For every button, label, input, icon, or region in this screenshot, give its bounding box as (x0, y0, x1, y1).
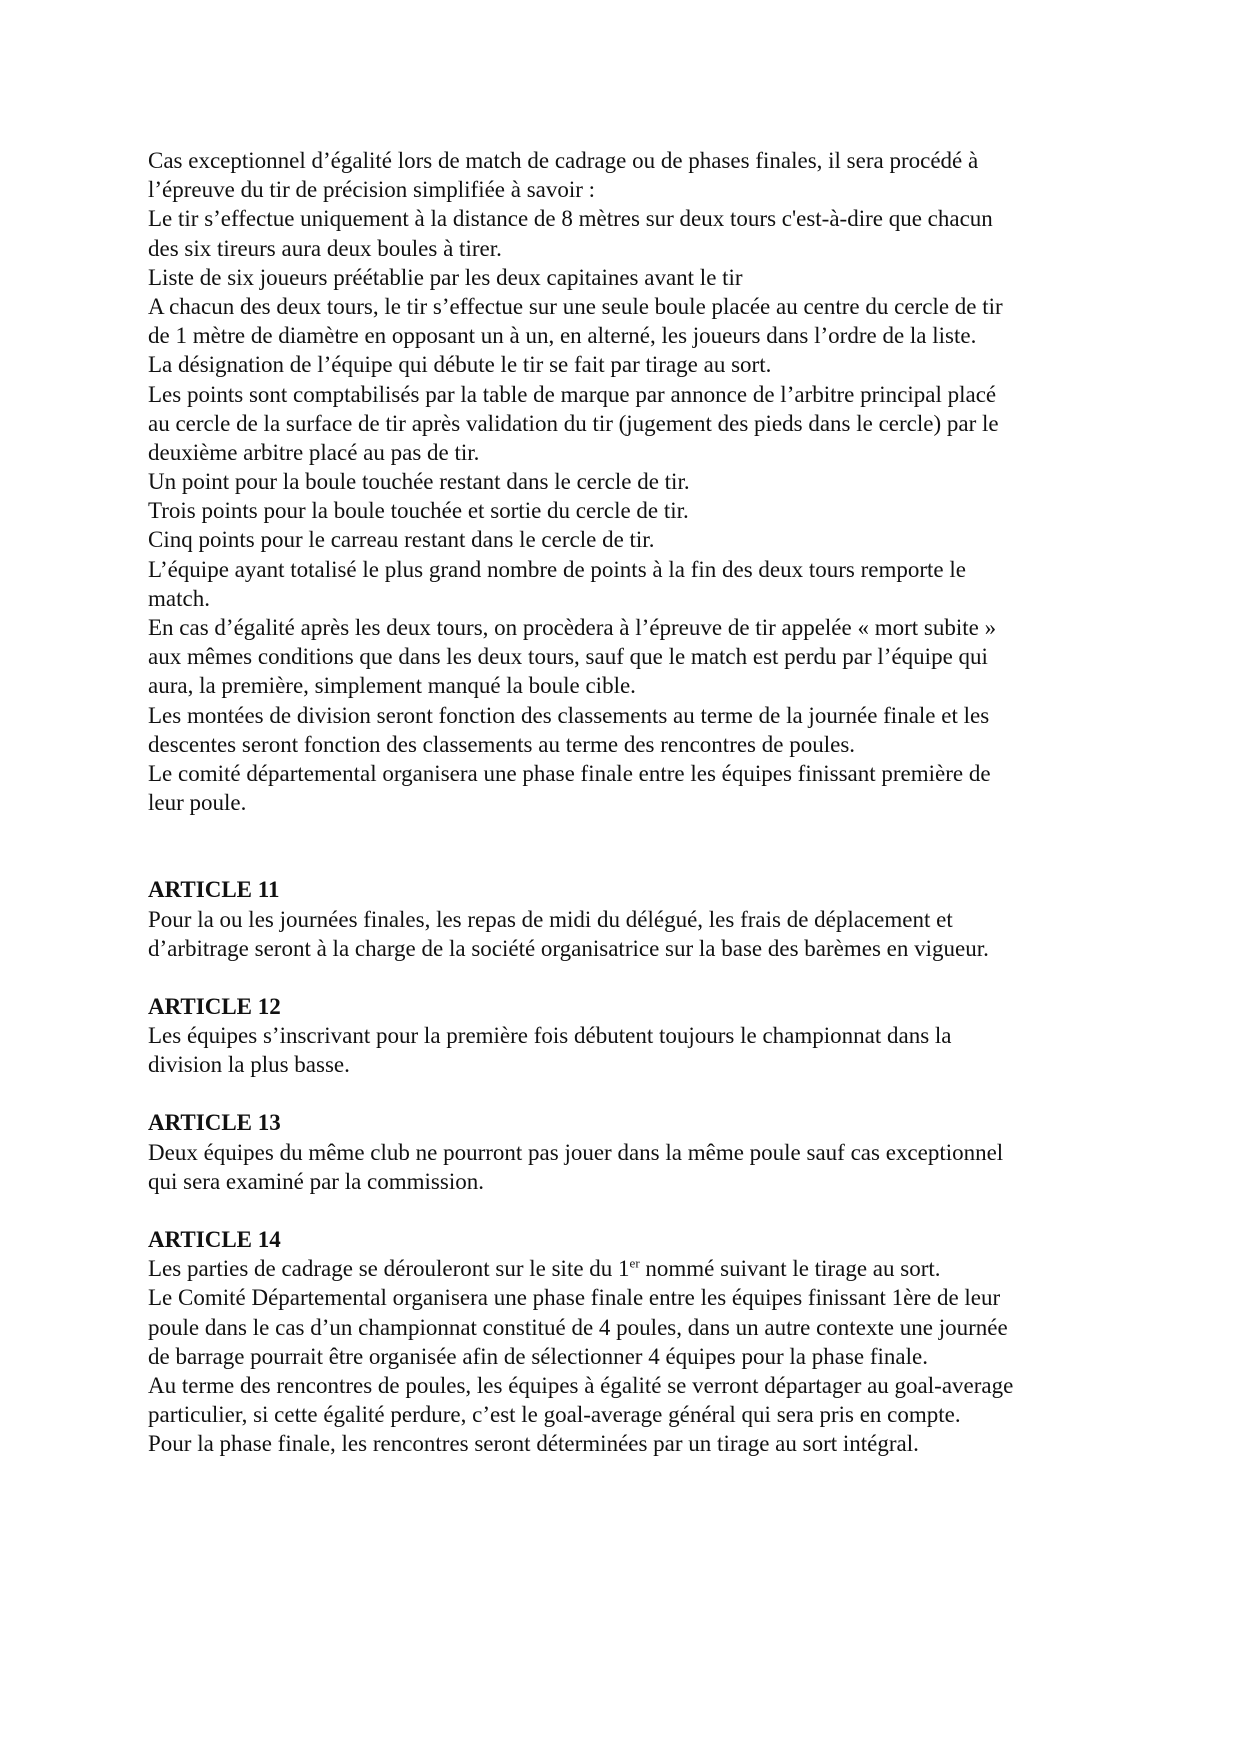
intro-line: L’équipe ayant totalisé le plus grand nombre de points à la fin des deux tours remporte le (148, 556, 966, 582)
section-spacer (148, 1196, 1108, 1225)
intro-line: Le tir s’effectue uniquement à la distance de 8 mètres sur deux tours c'est-à-dire que chacun (148, 206, 993, 232)
intro-line: Les montées de division seront fonction des classements au terme de la journée finale et les (148, 702, 990, 728)
article-12-title: ARTICLE 12 (148, 993, 281, 1019)
article-14-line: de barrage pourrait être organisée afin de sélectionner 4 équipes pour la phase finale. (148, 1343, 928, 1369)
article-13 (148, 1108, 1108, 1196)
intro-line: de 1 mètre de diamètre en opposant un à un, en alterné, les joueurs dans l’ordre de la liste. (148, 323, 977, 349)
intro-line: des six tireurs aura deux boules à tirer. (148, 235, 502, 261)
article-14-line: poule dans le cas d’un championnat constitué de 4 poules, dans un autre contexte une journée (148, 1314, 1008, 1340)
intro-section (148, 146, 1108, 817)
ordinal-superscript: er (629, 1255, 640, 1271)
article-11-line: Pour la ou les journées finales, les repas de midi du délégué, les frais de déplacement et (148, 906, 953, 932)
intro-line: descentes seront fonction des classements au terme des rencontres de poules. (148, 731, 856, 757)
intro-line: au cercle de la surface de tir après validation du tir (jugement des pieds dans le cercle) par le (148, 410, 999, 436)
intro-line: Cas exceptionnel d’égalité lors de match de cadrage ou de phases finales, il sera procédé à (148, 148, 979, 173)
section-spacer (148, 1079, 1108, 1108)
article-11-title: ARTICLE 11 (148, 877, 280, 903)
intro-line: A chacun des deux tours, le tir s’effectue sur une seule boule placée au centre du cercle de tir (148, 293, 1003, 319)
section-spacer (148, 963, 1108, 992)
intro-line: En cas d’égalité après les deux tours, on procèdera à l’épreuve de tir appelée « mort subite » (148, 615, 997, 640)
intro-line: deuxième arbitre placé au pas de tir. (148, 439, 480, 465)
article-14-line: Le Comité Départemental organisera une phase finale entre les équipes finissant 1ère de leur (148, 1285, 1001, 1311)
intro-line: Trois points pour la boule touchée et sortie du cercle de tir. (148, 498, 689, 524)
article-14-first-line-end: nommé suivant le tirage au sort. (639, 1256, 941, 1282)
intro-line: Les points sont comptabilisés par la table de marque par annonce de l’arbitre principal placé (148, 381, 997, 407)
article-14-first-line-start: Les parties de cadrage se dérouleront sur le site du 1 (148, 1256, 630, 1282)
intro-line: leur poule. (148, 790, 247, 816)
article-12-line: Les équipes s’inscrivant pour la première fois débutent toujours le championnat dans la (148, 1023, 952, 1049)
article-12-line: division la plus basse. (148, 1052, 350, 1078)
article-13-line: Deux équipes du même club ne pourront pas jouer dans la même poule sauf cas exceptionnel (148, 1139, 1004, 1165)
intro-line: Le comité départemental organisera une phase finale entre les équipes finissant première de (148, 760, 991, 786)
article-14-first-line (148, 1254, 1108, 1283)
intro-line: Un point pour la boule touchée restant dans le cercle de tir. (148, 469, 690, 495)
intro-line: aura, la première, simplement manqué la boule cible. (148, 673, 636, 699)
article-12 (148, 992, 1108, 1080)
intro-line: aux mêmes conditions que dans les deux tours, sauf que le match est perdu par l’équipe qui (148, 644, 988, 670)
article-13-title: ARTICLE 13 (148, 1110, 281, 1136)
article-14-line: particulier, si cette égalité perdure, c’est le goal-average général qui sera pris en compte. (148, 1402, 961, 1428)
intro-line: Cinq points pour le carreau restant dans le cercle de tir. (148, 527, 655, 553)
intro-line: l’épreuve du tir de précision simplifiée à savoir : (148, 177, 596, 203)
article-13-line: qui sera examiné par la commission. (148, 1168, 484, 1194)
document-body (148, 146, 1108, 1459)
article-14-line: Pour la phase finale, les rencontres seront déterminées par un tirage au sort intégral. (148, 1431, 919, 1457)
article-11 (148, 875, 1108, 963)
article-14-title: ARTICLE 14 (148, 1227, 281, 1252)
intro-line: match. (148, 585, 210, 611)
intro-line: La désignation de l’équipe qui débute le tir se fait par tirage au sort. (148, 352, 772, 378)
article-11-line: d’arbitrage seront à la charge de la société organisatrice sur la base des barèmes en vigueur. (148, 935, 989, 961)
article-14 (148, 1225, 1108, 1459)
article-14-line: Au terme des rencontres de poules, les équipes à égalité se verront départager au goal-average (148, 1372, 1014, 1398)
section-spacer (148, 817, 1108, 875)
intro-line: Liste de six joueurs préétablie par les deux capitaines avant le tir (148, 264, 743, 290)
